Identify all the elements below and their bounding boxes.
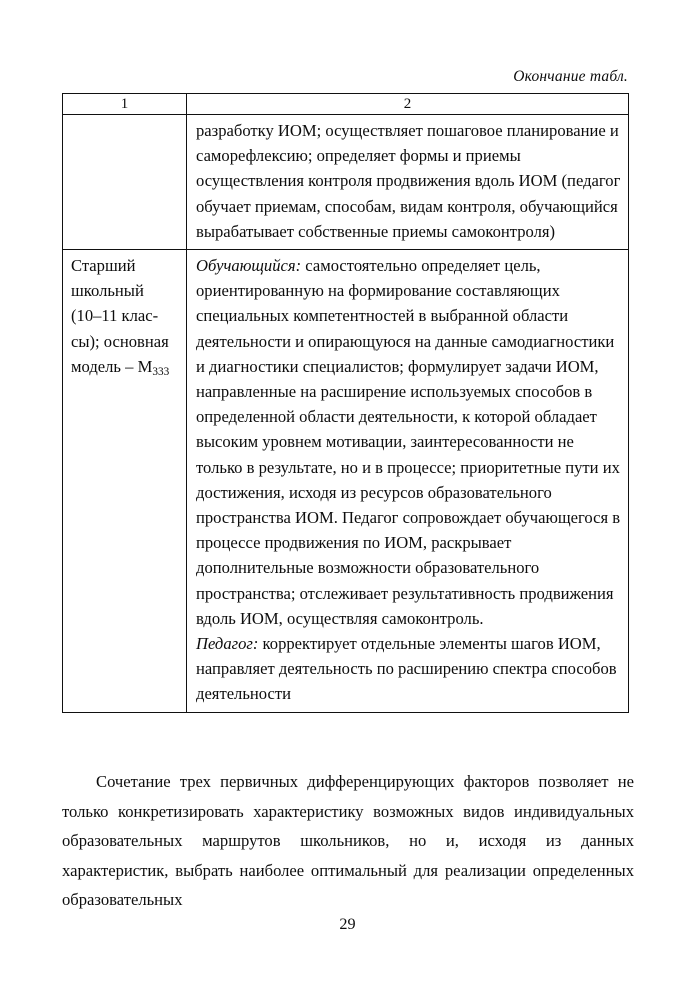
description-paragraph-teacher (196, 631, 622, 707)
table-body (63, 115, 629, 713)
table-row (63, 115, 629, 250)
column-header-1: 1 (63, 94, 187, 115)
description-body (187, 250, 628, 712)
description-paragraph-student (196, 253, 622, 631)
stage-line-2: школьный (71, 281, 144, 301)
body-paragraph: Сочетание трех первичных дифференцирующих факторов позволяет не только конкретизировать характеристику возможных видов индивидуальных образовательных маршрутов школьников, но и, исходя из данных характеристик, выбрать наиболее оптимальный для реализации определенных образовательных (62, 772, 634, 909)
column-header-2: 2 (187, 94, 629, 115)
stage-label-empty (63, 115, 186, 123)
role-label-teacher: Педагог: (196, 634, 259, 654)
running-head: Окончание табл. (513, 68, 628, 85)
table-head (63, 94, 629, 115)
table-cell-description-continued (187, 115, 629, 250)
stage-line-1: Старший (71, 256, 136, 276)
stage-label-senior (63, 250, 186, 384)
stage-model-prefix: модель – М (71, 356, 153, 376)
table-container (62, 93, 628, 713)
stage-line-4: сы); основная (71, 331, 169, 351)
table-cell-stage-empty (63, 115, 187, 250)
description-body (187, 115, 628, 249)
role-text-student: самостоятельно определяет цель, ориентированную на формирование составляющих специальных компетентностей в выбранной области деятельности и опирающуюся на данные самодиагностики и диагностики специалистов; формулирует задачи ИОМ, направленные на расширение используемых способов в определенной области деятельности, к которой обладает высоким уровнем мотивации, заинтересованности не только в результате, но и в процессе; приоритетные пути их достижения, исходя из ресурсов образовательного пространства ИОМ. Педагог сопровождает обучающегося в процессе продвижения по ИОМ, раскрывает дополнительные возможности образовательного пространства; отслеживает результативность продвижения вдоль ИОМ, осуществляя самоконтроль. (196, 256, 621, 628)
stage-line-3: (10–11 клас- (71, 306, 159, 326)
description-paragraph: разработку ИОМ; осуществляет пошаговое планирование и саморефлексию; определяет формы и приемы осуществления контроля продвижения вдоль ИОМ (педагог обучает приемам, способам, видам контроля, обучающийся вырабатывает собственные приемы самоконтроля) (196, 121, 621, 241)
table-row (63, 250, 629, 713)
page-number: 29 (339, 915, 356, 933)
stage-model-subscript: 333 (152, 365, 170, 378)
table-header-row (63, 94, 629, 115)
role-text-teacher: корректирует отдельные элементы шагов ИОМ, направляет деятельность по расширению спектра способов деятельности (196, 634, 617, 704)
table-cell-description-senior (187, 250, 629, 713)
table-cell-stage-senior (63, 250, 187, 713)
continuation-table (62, 93, 629, 713)
role-label-student: Обучающийся: (196, 256, 302, 276)
